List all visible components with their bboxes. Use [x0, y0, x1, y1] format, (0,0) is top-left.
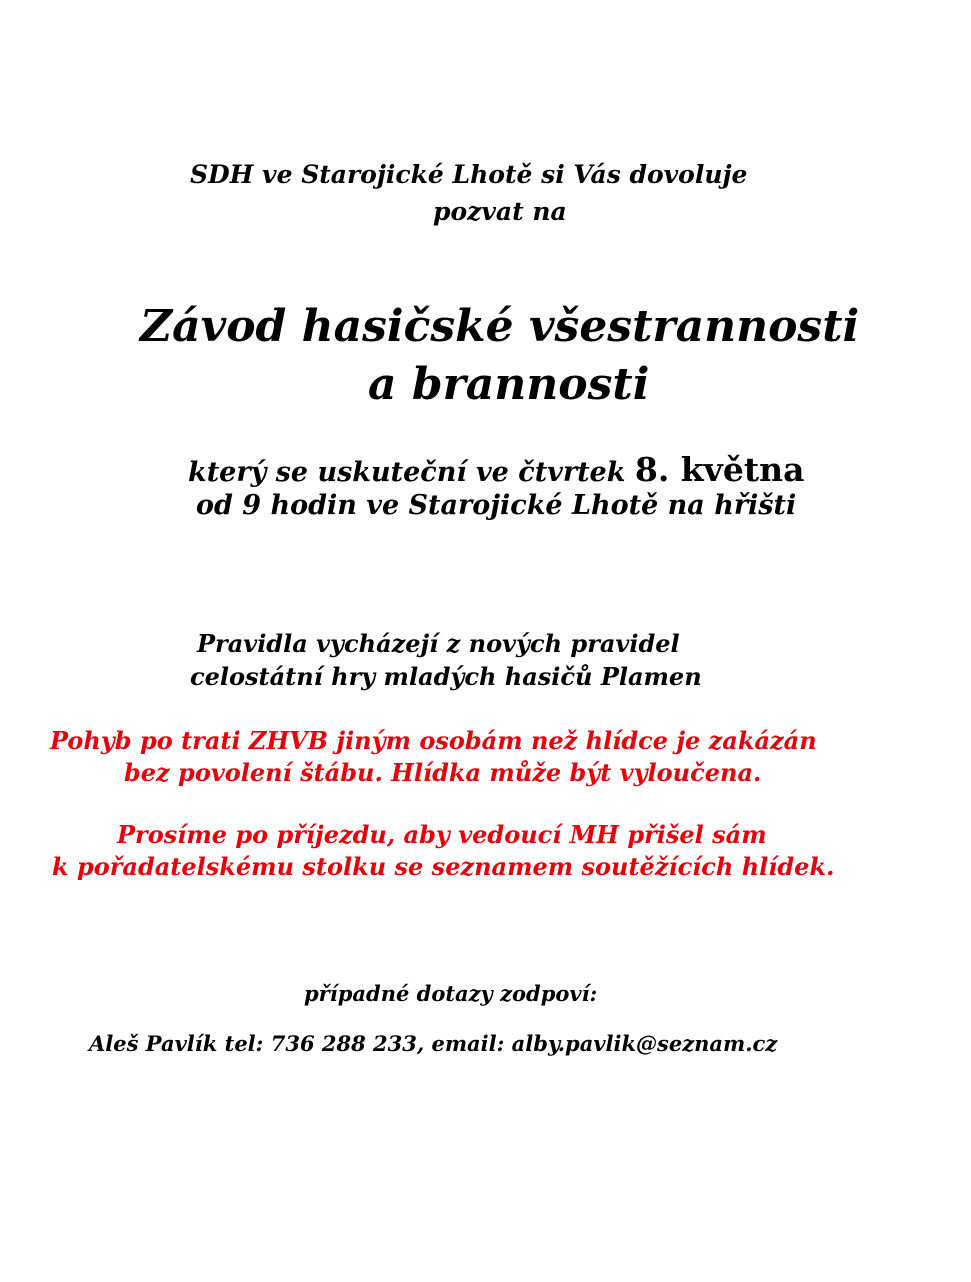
warning-paragraph-2-line-1: Prosíme po příjezdu, aby vedoucí MH přišel sám: [117, 820, 767, 849]
contact-heading: případné dotazy zodpoví:: [304, 981, 598, 1006]
event-date-emphasis: 8. května: [634, 450, 805, 489]
event-title-line-2: a brannosti: [368, 359, 650, 410]
warning-paragraph-1-line-1: Pohyb po trati ZHVB jiným osobám než hlídce je zakázán: [50, 726, 817, 755]
warning-paragraph-1-line-2: bez povolení štábu. Hlídka může být vyloučena.: [124, 758, 762, 787]
rules-line-1: Pravidla vycházejí z nových pravidel: [197, 629, 680, 658]
event-date-line-2: od 9 hodin ve Starojické Lhotě na hřišti: [196, 490, 797, 521]
contact-details: Aleš Pavlík tel: 736 288 233, email: alby.pavlik@seznam.cz: [89, 1031, 778, 1056]
invitation-line-2: pozvat na: [433, 197, 567, 226]
rules-line-2: celostátní hry mladých hasičů Plamen: [190, 662, 702, 691]
event-title-line-1: Závod hasičské všestrannosti: [140, 301, 860, 352]
invitation-line-1: SDH ve Starojické Lhotě si Vás dovoluje: [190, 160, 748, 189]
event-date-prefix: který se uskuteční ve čtvrtek: [188, 457, 635, 488]
event-date-line-1: [188, 450, 805, 489]
warning-paragraph-2-line-2: k pořadatelskému stolku se seznamem soutěžících hlídek.: [52, 852, 835, 881]
